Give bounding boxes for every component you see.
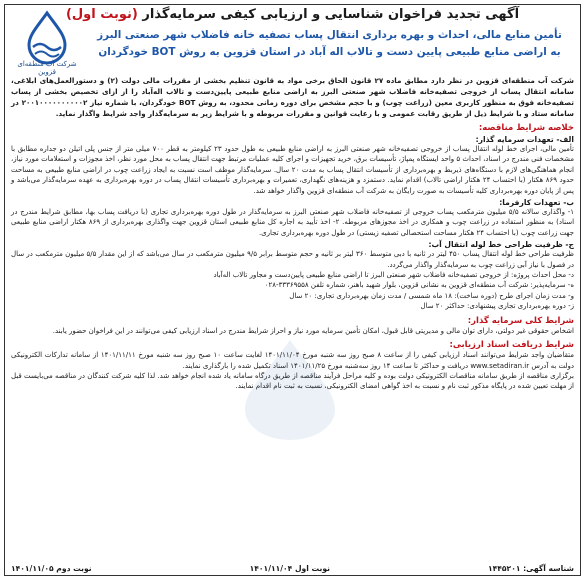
ad-footer bbox=[11, 564, 574, 573]
section-a-text: تأمین مالی، اجرای خط لوله انتقال پساب از خروجی تصفیه‌خانه شهر صنعتی البرز به اراضی منابع طبیعی به طول حدود ۲۳ کیلومتر به قطر ۷۰۰ میلی متر از جنس پلی اتیلن دو جداره مطابق با مشخصات فنی مندرج در اسناد، احداث ۵ واحد ایستگاه پمپاژ، تأسیسات برق، خرید تجهیزات و اجرای کلیه عملیات مرتبط جهت انتقال پساب به محل مورد نظر، اخذ مجوزات و استعلامات مورد نیاز، انجام هماهنگی‌های لازم با دستگاه‌های ذیربط و بهره‌برداری از تأسیسات انتقال پساب به مدت ۲۰ سال. سرمایه‌گذار موظف است نسبت به ایجاد زراعت چوب در اراضی منابع طبیعی به مساحت حدود ۸۶۹ هکتار (با احتساب ۲۴ هکتار اراضی تالاب) اقدام نماید. دستمزد و هزینه‌های نگهداری، تعمیرات و بهره‌برداری تأسیسات انتقال پساب در دوره بهره‌برداری به عهده سرمایه‌گذار می‌باشد و پس از پایان دوره بهره‌برداری کلیه تأسیسات به صورت رایگان به شرکت آب منطقه‌ای قزوین واگذار خواهد شد. bbox=[11, 145, 574, 195]
section-f-text: و- مدت زمان اجرای طرح (دوره ساخت): ۱۸ ماه شمسی / مدت زمان بهره‌برداری تجاری: ۲۰ سال bbox=[289, 291, 574, 300]
publish-date-1: نوبت اول ۱۴۰۱/۱۱/۰۴ bbox=[249, 564, 330, 573]
title-main: آگهی تجدید فراخوان شناسایی و ارزیابی کیفی سرمایه‌گذار bbox=[142, 7, 520, 22]
ad-page bbox=[4, 4, 581, 576]
final-text: برگزاری مناقصه از طریق سامانه مناقصات الکترونیکی دولت بوده و کلیه مراحل فرآیند مناقصه از طریق درگاه سامانه یاد شده انجام خواهد شد. لذا کلیه شرکت کنندگان در مناقصه می‌بایست قبل از مهلت تعیین شده در پایگاه مذکور ثبت نام و نسبت به اخذ گواهی امضای الکترونیکی، نسبت به ثبت نام اقدام نمایند. bbox=[11, 371, 574, 391]
section-g-text: ز- دوره بهره‌برداری تجاری پیشنهادی: حداکثر ۲۰ سال bbox=[420, 302, 574, 311]
section-e-text: ه- سرمایه‌پذیر: شرکت آب منطقه‌ای قزوین به نشانی قزوین، بلوار شهید باهنر، شماره تلفن ۳۳۳۶۹۵۵۸-۰۲۸ bbox=[264, 281, 574, 290]
subtitle-line-1: تأمین منابع مالی، احداث و بهره برداری انتقال پساب تصفیه خانه فاضلاب شهر صنعتی البرز bbox=[97, 29, 562, 41]
ad-id: شناسه آگهی: ۱۴۴۵۲۰۱ bbox=[488, 564, 574, 573]
investor-text: اشخاص حقوقی غیر دولتی، دارای توان مالی و مدیریتی قابل قبول، امکان تأمین سرمایه مورد نیاز و احراز شرایط مندرج در اسناد ارزیابی کیفی می‌توانند در این فراخوان حضور یابند. bbox=[52, 326, 574, 335]
publish-date-2: نوبت دوم ۱۴۰۱/۱۱/۰۵ bbox=[11, 564, 92, 573]
section-b-text: ۱- واگذاری سالانه ۵/۵ میلیون مترمکعب پساب خروجی از تصفیه‌خانه فاضلاب شهر صنعتی البرز به سرمایه‌گذار در طول دوره بهره‌برداری تجاری (با دریافت پساب بها، مطابق شرایط مندرج در اسناد) به منظور استفاده در زراعت چوب و همکاری در اخذ مجوزهای مربوطه. ۲- اخذ تأیید به اجاره کل منابع طبیعی استان قزوین جهت واگذاری بهره‌برداری از ۸۶۹ هکتار اراضی منابع طبیعی جهت زراعت چوب (با احتساب ۲۴ هکتار مساحت استحصالی تصفیه زیستی) در طول دوره بهره‌برداری تجاری. bbox=[11, 208, 575, 237]
section-b-heading: ب- تعهدات کارفرما: bbox=[499, 198, 574, 208]
conditions-heading: خلاصه شرایط مناقصه: bbox=[478, 123, 574, 133]
section-c-heading: ج- ظرفیت طراحی خط لوله انتقال آب: bbox=[428, 240, 574, 250]
title-tag: (نوبت اول) bbox=[65, 7, 138, 22]
investor-heading: شرایط کلی سرمایه گذار: bbox=[467, 315, 574, 326]
section-d-text: د- محل احداث پروژه: از خروجی تصفیه‌خانه فاضلاب شهر صنعتی البرز تا اراضی منابع طبیعی پایین‌دست و مجاور تالاب اله‌آباد bbox=[213, 271, 574, 280]
ad-subtitle bbox=[85, 27, 574, 61]
docs-text: متقاضیان واجد شرایط می‌توانند اسناد ارزیابی کیفی را از ساعت ۸ صبح روز سه شنبه مورخ ۱۴۰۱/۱۱/۰۴ لغایت ساعت ۱۰ صبح روز سه شنبه مورخ ۱۴۰۱/۱۱/۱۱ از سامانه تدارکات الکترونیکی دولت به آدرس www.setadiran.ir دریافت و حداکثر تا ساعت ۱۴ روز سه‌شنبه مورخ ۱۴۰۱/۱۱/۲۵ اسناد تکمیل شده را بارگذاری نمایند. bbox=[11, 351, 574, 370]
docs-heading: شرایط دریافت اسناد ارزیابی: bbox=[449, 340, 574, 351]
ad-title bbox=[5, 7, 580, 22]
section-a-heading: الف- تعهدات سرمایه گذار: bbox=[475, 135, 574, 144]
logo-caption: شرکت آب منطقه‌ای قزوین bbox=[17, 60, 77, 76]
intro-paragraph: شرکت آب منطقه‌ای قزوین در نظر دارد مطابق ماده ۲۷ قانون الحاق برخی مواد به قانون تنظیم بخشی از مقررات مالی دولت (۲) و دستورالعمل‌های ابلاغی، سامانه انتقال پساب از خروجی تصفیه‌خانه فاضلاب شهر صنعتی البرز به اراضی منابع طبیعی پایین‌دست و تالاب اله‌آباد را از ازای تخصیص بخشی از پساب تصفیه‌خانه فوق به منظور کاربری معین (زراعت چوب) و با حجم مشخص برای دوره زمانی محدود، به روش BOT خودگردان، با شماره نیاز ۲۰۰۱۰۰۰۰۰۰۰۰۰۰۲ در سامانه ستاد و با شرایط ذیل از طریق رقابت عمومی و با رعایت قوانین و مقررات مربوطه و با شرایط زیر به سرمایه‌گذار واجد شرایط واگذار نماید. bbox=[11, 76, 574, 118]
subtitle-line-2: به اراضی منابع طبیعی پایین دست و تالاب اله آباد در استان قزوین به روش BOT خودگردان bbox=[98, 46, 561, 58]
section-c-text: ظرفیت طراحی خط لوله انتقال پساب ۴۵۰ لیتر در ثانیه با دبی متوسط ۳۶۰ لیتر بر ثانیه و حجم متوسط برابر ۹/۵ میلیون مترمکعب در سال می‌باشد که از این مقدار ۵/۵ میلیون مترمکعب در سال در فصول با نیاز آبی زراعت چوب به سرمایه‌گذار واگذار می‌گردد. bbox=[11, 250, 574, 269]
ad-header bbox=[5, 5, 580, 75]
